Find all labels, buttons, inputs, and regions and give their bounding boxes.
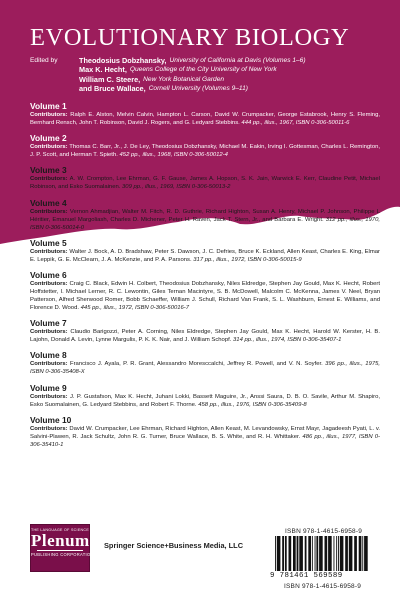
logo-tagline: THE LANGUAGE OF SCIENCE [31,528,90,532]
editor-name: Theodosius Dobzhansky, [79,56,167,65]
volume-publication-info: 486 pp., illus., 1977, ISBN 0-306-35410-1 [30,433,380,448]
barcode-bar [345,536,348,571]
contributors-label: Contributors: [30,329,68,336]
volume-contributors: Claudio Barigozzi, Peter A. Corning, Niles Eldredge, Stephen Jay Gould, Max K. Hecht, Harold W. Kerster, H. B. Lajohn, Donald A. Levin, Lynne Margulis, P. K. K. Nair, and J. William Schopf. [30,329,380,344]
barcode-bar [319,536,323,571]
barcode-bar [340,536,344,571]
barcode-bar [285,536,287,571]
volume-title: Volume 8 [30,350,67,361]
volume-entry [30,133,380,159]
volume-entry [30,238,380,264]
volume-title: Volume 1 [30,101,67,111]
volume-contributors: Walter J. Bock, A. D. Bradshaw, Peter S. Dawson, J. C. Defries, Bruce K. Eckland, Allen Keast, Charles E. King, Elmar E. Leppik, G. E. McClearn, J. A. McKenzie, and P. A. Parsons. [30,248,380,263]
barcode-bar [277,536,281,571]
editor-affiliation: Queens College of the City University of New York [129,66,277,74]
publisher-imprint: Springer Science+Business Media, LLC [104,541,244,550]
volume-entry [30,415,380,449]
volume-contributors: Thomas C. Barr, Jr., J. De Ley, Theodosius Dobzhansky, Michael M. Eakin, Irving I. Gottesman, Charles L. Remington, J. P. Scott, and Herman T. Spieth. [30,144,381,159]
contributors-label: Contributors: [30,425,68,432]
barcode-bar [349,536,353,571]
volume-publication-info: 444 pp., illus., 1967, ISBN 0-306-50011-6 [241,120,350,126]
editor-affiliation: University of California at Davis (Volumes 1–6) [169,57,306,64]
book-title: EVOLUTIONARY BIOLOGY [30,24,350,51]
editor-line [30,65,390,74]
volume-contributors: David W. Crumpacker, Lee Ehrman, Richard Highton, Allen Keast, M. Levandowsky, Ernst Mayr, Jagadeesh Pyati, L. v. Salvini-Plawen, R. Jack Schultz, John R. G. Turner, Bruce Wallace, B. S. White, and R. H. Whittaker. [30,425,380,440]
edited-by-label: Edited by [30,57,58,64]
isbn-bottom: ISBN 978-1-4615-6958-9 [284,583,362,590]
volume-title: Volume 6 [30,269,67,280]
barcode-digits: 9 781461 569589 [270,572,343,580]
barcode-bar [297,536,299,571]
contributors-label: Contributors: [30,176,68,183]
volume-contributors: Craig C. Black, Edwin H. Colbert, Theodosius Dobzhansky, Niles Eldredge, Stephen Jay Gould, Max K. Hecht, Robert Hoffstetter, I. Michael Lerner, R. C. Lewontin, Giles Ternan Macintyre, S. B. McDowell, Malcolm C. McKenna, James V. Neel, Bryan Patterson, Alfred Sherwood Romer, Bobb Schaeffer, William J. Schull, Richard Van Frank, S. L. Washburn, Ernest E. Williams, and Florence D. Wood. [30,280,380,311]
volume-title: Volume 5 [30,237,67,248]
barcode-bar [359,536,362,571]
volume-title: Volume 3 [30,165,67,176]
editor-line [30,84,390,93]
volume-title: Volume 9 [30,382,67,393]
barcode-bar [336,536,337,571]
volume-publication-info: 309 pp., illus., 1969, ISBN 0-306-50013-2 [122,184,231,191]
contributors-label: Contributors: [30,393,68,400]
editor-line [30,56,390,65]
barcode-bar [299,536,303,571]
barcode-bar [364,536,368,571]
contributors-label: Contributors: [30,280,68,287]
editors-block [30,56,390,94]
barcode [273,536,369,571]
volume-publication-info: 312 pp., illus., 1970, ISBN 0-306-50014-0 [30,216,380,231]
volume-title: Volume 7 [30,318,67,329]
editor-name: Max K. Hecht, [79,65,127,75]
editor-affiliation: New York Botanical Garden [143,75,225,83]
contributors-label: Contributors: [30,208,68,215]
plenum-logo [30,524,94,572]
volume-contributors: Vernon Ahmadjian, Walter M. Fitch, R. D. Guthrie, Richard Highton, Susan A. Henry, Michael P. Johnson, Philippe L Héritier, Emanuel Margoliash, Charles D. Michener, Peter H. Raven, Jack T. Stern, Jr., and Barbara E. Wright. [30,208,380,223]
volume-entry [30,383,380,409]
barcode-bar [289,536,292,571]
barcode-bar [334,536,335,571]
volume-entry [30,270,380,312]
volume-contributors: Francisco J. Ayala, P. R. Grant, Alessandro Moresccalchi, Jeffrey R. Powell, and V. N. Soyfer. [70,361,323,368]
barcode-bar [325,536,328,571]
editor-affiliation: Cornell University (Volumes 9–11) [148,85,248,93]
contributors-label: Contributors: [30,248,68,255]
contributors-label: Contributors: [30,144,68,151]
volume-contributors: J. P. Gustafson, Max K. Hecht, Juhani Lokki, Bassett Maguire, Jr., Anssi Saura, D. B. O. Savile, Arthur M. Shapiro, Esko Suomalainen, G. Ledyard Stebbins, and Robert F. Thorne. [30,393,381,408]
barcode-bar [316,536,318,571]
volume-title: Volume 4 [30,197,67,208]
volume-entry [30,318,380,344]
barcode-bar [308,536,311,571]
isbn-top: ISBN 978-1-4615-6958-9 [285,528,363,535]
volume-publication-info: 396 pp., illus., 1975, ISBN 0-306-35408-X [30,361,381,376]
volume-entry [30,198,380,232]
volume-entry [30,101,380,127]
editor-name: and Bruce Wallace, [79,84,146,94]
volume-contributors: A. W. Crompton, Lee Ehrman, G. F. Gause, James A. Hopson, S. K. Jain, Warwick E. Kerr, Claudine Petit, Michael Robinson, and Esko Suomalainen. [30,176,381,191]
logo-wordmark: Plenum [31,531,90,550]
barcode-bar [328,536,332,571]
volume-list [30,101,380,455]
contributors-label: Contributors: [30,112,68,118]
volume-title: Volume 2 [30,133,67,144]
barcode-bar [305,536,307,571]
barcode-bar [354,536,357,571]
volume-publication-info: 317 pp., illus., 1972, ISBN 0-306-50015-9 [193,256,302,263]
barcode-bar [338,536,339,571]
barcode-bar [293,536,296,571]
contributors-label: Contributors: [30,361,68,368]
logo-divider [37,550,83,551]
volume-publication-info: 458 pp., illus., 1976, ISBN 0-306-35409-8 [198,401,307,408]
volume-entry [30,350,380,376]
barcode-bar [362,536,363,571]
logo-corporation: PUBLISHING CORPORATION [31,552,94,557]
volume-contributors: Ralph E. Alston, Melvin Calvin, Hampton L. Carson, David W. Crumpacker, George Estabrook, Henry S. Fleming, Bernhard Rensch, John T. Robinson, David J. Rogers, and G. Ledyard Stebbins. [30,112,380,126]
volume-publication-info: 445 pp., illus., 1972, ISBN 0-306-50016-7 [80,304,190,311]
barcode-bar [275,536,276,571]
barcode-bar [312,536,313,571]
barcode-bar [315,536,316,571]
barcode-bar [282,536,284,571]
editor-line [30,75,390,84]
editor-name: William C. Steere, [79,74,141,84]
volume-publication-info: 314 pp., illus., 1974, ISBN 0-306-35407-1 [233,337,342,344]
volume-entry [30,165,380,191]
volume-publication-info: 452 pp., illus., 1968, ISBN 0-306-50012-4 [119,152,228,159]
volume-title: Volume 10 [30,414,72,425]
